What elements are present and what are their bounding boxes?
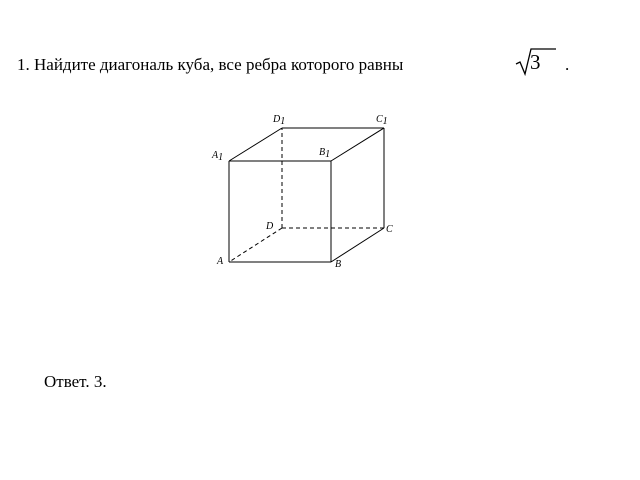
problem-statement: 1. Найдите диагональ куба, все ребра которого равны [17, 55, 404, 74]
label-C: C [386, 224, 393, 235]
label-A1: A1 [212, 150, 224, 163]
label-B: B [335, 259, 342, 270]
edge-D-A [229, 228, 282, 262]
label-D1: D1 [273, 114, 286, 127]
edge-B1-C1 [331, 128, 384, 161]
label-B1: B1 [319, 147, 331, 160]
label-D: D [266, 221, 274, 232]
edge-B-C [331, 228, 384, 262]
edge-D1-A1 [229, 128, 282, 161]
label-C1: C1 [376, 114, 388, 127]
radicand: 3 [530, 50, 541, 74]
end-punctuation: . [565, 55, 570, 74]
label-A: A [217, 256, 224, 267]
answer-text: Ответ. 3. [44, 372, 107, 391]
